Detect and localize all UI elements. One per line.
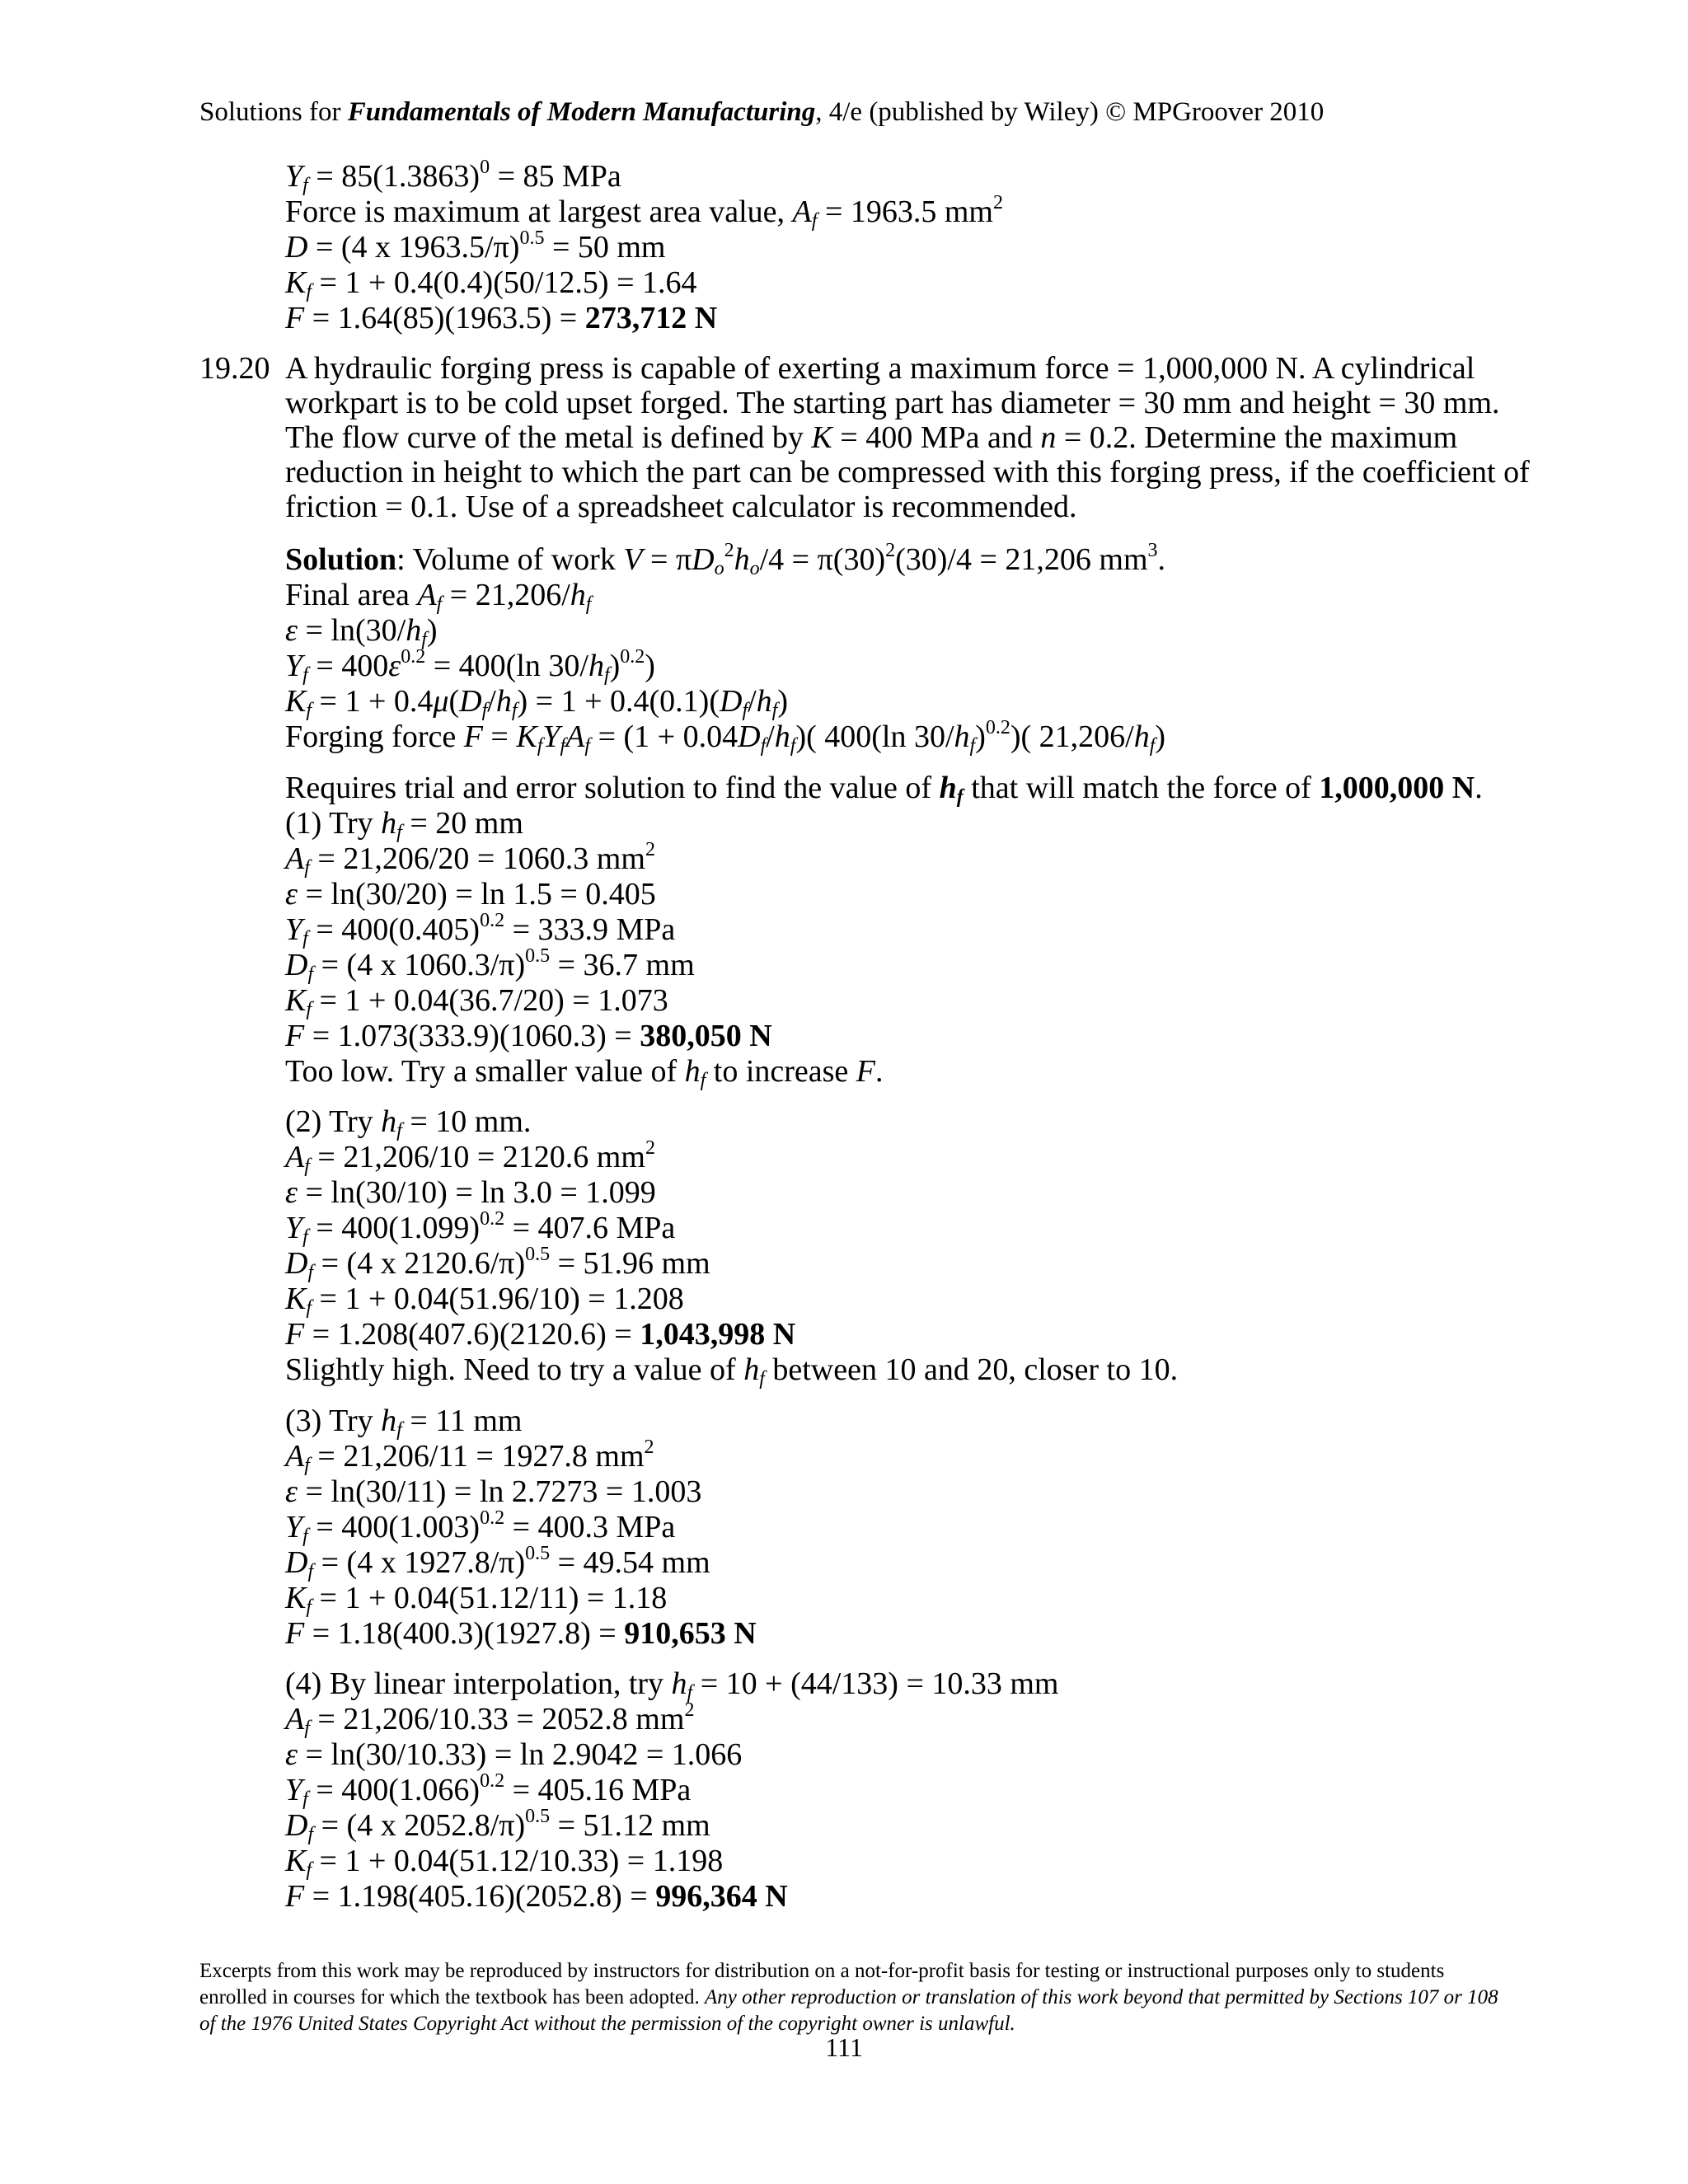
trial-3-head: (3) Try $h_f = 11$ mm [285,1404,523,1441]
trial-1-yf: $Y_f = 400(0.405)^{0.2} = 333.9$ MPa [285,910,676,949]
problem-text-line: The flow curve of the metal is defined by K = 400 MPa and n = 0.2. Determine the maximum [285,420,1458,455]
forging-force-line: Forging force $F = K_fY_fA_f = (1 + 0.04D_f/h_f)$( 400(ln $30/h_f)^{0.2}$)( $21,206/h_f$) [285,717,1166,757]
trial-1-kf: $K_f = 1 + 0.04(36.7/20) = 1.073$ [285,983,668,1020]
problem-text-line: workpart is to be cold upset forged. The starting part has diameter = 30 mm and height = 30 mm. [285,386,1500,420]
problem-text-line: reduction in height to which the part can be compressed with this forging press, if the coefficient of [285,455,1530,490]
trial-4-area: $A_f = 21,206/10.33 = 2052.8$ $mm^2$ [285,1699,695,1739]
carryover-k-line: $K_f = 1 + 0.4(0.4)(50/12.5) = 1.64$ [285,265,697,302]
page-number: 111 [825,2032,863,2062]
trial-4-yf: $Y_f = 400(1.066)^{0.2} = 405.16$ MPa [285,1770,692,1810]
header-suffix: , 4/e (published by Wiley) © MPGroover 2010 [815,97,1325,127]
problem-text-line: friction = 0.1. Use of a spreadsheet calculator is recommended. [285,490,1077,524]
trial-3-force: F = 1.18(400.3)(1927.8) = 910,653 N [285,1616,757,1651]
trial-1-strain: ε = ln(30/20) = ln 1.5 = 0.405 [285,877,656,912]
trial-intro-line: Requires trial and error solution to find the value of $h_f$ that will match the force of 1,000,000 N. [285,771,1483,808]
trial-2-force: F = 1.208(407.6)(2120.6) = 1,043,998 N [285,1317,796,1352]
problem-number: 19.20 [199,351,270,386]
problem-text-line: A hydraulic forging press is capable of exerting a maximum force = 1,000,000 N. A cylindrical [285,351,1475,386]
trial-2-df: $D_f = (4$ x 2120.6/π)$^{0.5}$ = 51.96 mm [285,1244,710,1283]
carryover-d-line: D = (4 x 1963.5/π)$^{0.5}$ = 50 mm [285,227,666,265]
page-header [199,97,1324,128]
final-area-line: Final area $A_f = 21,206/h_f$ [285,578,592,615]
shape-factor-line: $K_f = 1 + 0.4\mu(D_f/h_f) = 1 + 0.4(0.1)(D_f/h_f)$ [285,684,788,721]
trial-1-area: $A_f = 21,206/20 = 1060.3$ $mm^2$ [285,839,655,879]
trial-3-area: $A_f = 21,206/11 = 1927.8$ $mm^2$ [285,1436,654,1476]
trial-3-df: $D_f = (4$ x 1927.8/π)$^{0.5}$ = 49.54 mm [285,1543,710,1582]
trial-2-strain: ε = ln(30/10) = ln 3.0 = 1.099 [285,1175,656,1210]
trial-4-force: F = 1.198(405.16)(2052.8) = 996,364 N [285,1879,788,1914]
flow-stress-line: $Y_f = 400\varepsilon^{0.2} = 400(\ln$ $30/h_f)^{0.2}$) [285,646,655,686]
trial-2-head: (2) Try $h_f = 10$ mm. [285,1104,532,1141]
header-prefix: Solutions for [199,97,348,127]
copyright-footer [199,1958,1502,2037]
trial-1-force: F = 1.073(333.9)(1060.3) = 380,050 N [285,1019,772,1053]
trial-4-strain: ε = ln(30/10.33) = ln 2.9042 = 1.066 [285,1737,743,1772]
trial-1-head: (1) Try $h_f = 20$ mm [285,806,523,843]
trial-2-yf: $Y_f = 400(1.099)^{0.2} = 407.6$ MPa [285,1208,676,1248]
trial-2-area: $A_f = 21,206/10 = 2120.6$ $mm^2$ [285,1137,655,1177]
trial-3-kf: $K_f = 1 + 0.04(51.12/11) = 1.18$ [285,1581,668,1618]
solution-intro-line: Solution: Volume of work $V = \pi D_o^2h_o/4 = \pi(30)^2(30)/4 = 21,206$ $mm^3$. [285,540,1166,579]
carryover-force-line: Force is maximum at largest area value, $A_f = 1963.5$ $mm^2$ [285,192,1003,232]
footer-legal: Any other reproduction or translation of this work beyond that permitted by Sections 107 or 108 of the 1976 United States Copyright Act without the permission of the copyright owner is unlawful. [199,1986,1498,2035]
trial-4-kf: $K_f = 1 + 0.04(51.12/10.33) = 1.198$ [285,1844,724,1881]
trial-3-yf: $Y_f = 400(1.003)^{0.2} = 400.3$ MPa [285,1507,676,1547]
trial-3-strain: ε = ln(30/11) = ln 2.7273 = 1.003 [285,1474,702,1509]
trial-1-note: Too low. Try a smaller value of $h_f$ to increase F. [285,1054,884,1091]
trial-4-head: (4) By linear interpolation, try $h_f = 10 + (44/133) = 10.33$ mm [285,1666,1059,1704]
carryover-f-line: F = 1.64(85)(1963.5) = 273,712 N [285,301,718,335]
footer-notice: Excerpts from this work may be reproduced by instructors for distribution on a not-for-profit basis for testing or instructional purposes only to students enrolled in courses for which the textbook has been adopted. [199,1960,1445,2008]
trial-1-df: $D_f = (4$ x 1060.3/π)$^{0.5}$ = 36.7 mm [285,945,695,985]
trial-2-kf: $K_f = 1 + 0.04(51.96/10) = 1.208$ [285,1282,684,1319]
trial-4-df: $D_f = (4$ x 2052.8/π)$^{0.5}$ = 51.12 mm [285,1806,710,1845]
book-title: Fundamentals of Modern Manufacturing [347,97,816,127]
strain-line: $\varepsilon = \ln(30/h_f)$ [285,613,438,650]
trial-2-note: Slightly high. Need to try a value of $h_f$ between 10 and 20, closer to 10. [285,1352,1179,1390]
carryover-yf-line: $Y_f = 85(1.3863)^0 = 85$ MPa [285,157,621,196]
